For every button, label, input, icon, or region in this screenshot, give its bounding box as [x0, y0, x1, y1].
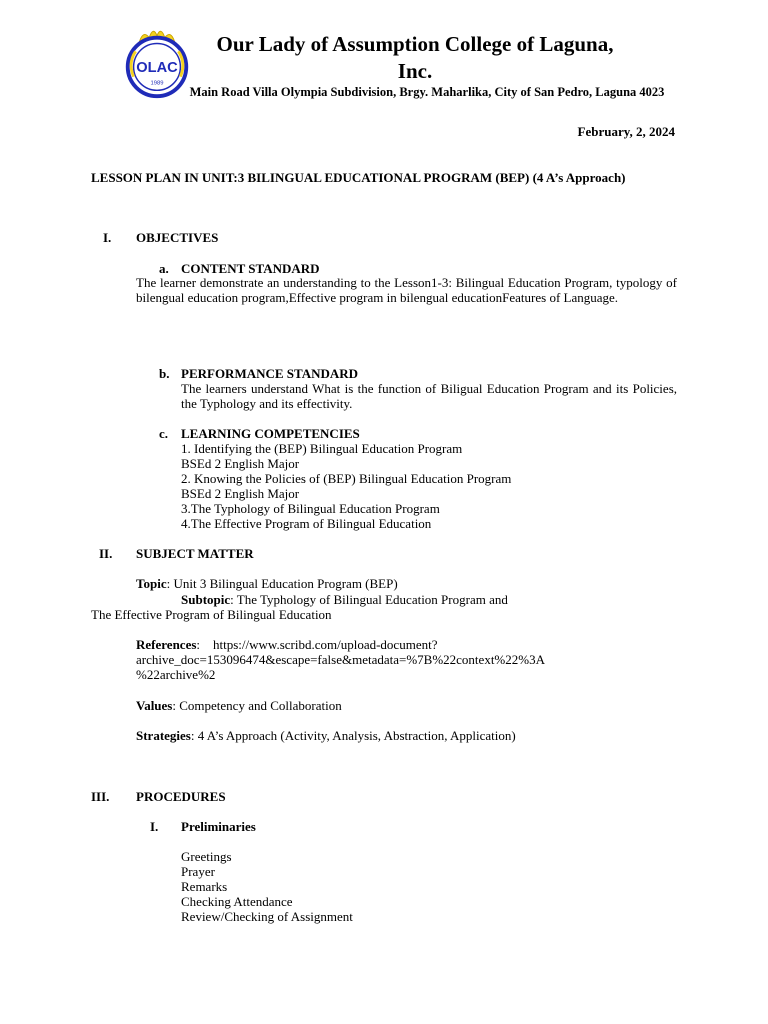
competency-item: 3.The Typhology of Bilingual Education Program	[181, 501, 440, 516]
subsection-letter: c.	[159, 426, 169, 441]
subtopic-continuation: The Effective Program of Bilingual Education	[91, 607, 332, 622]
competency-item: 4.The Effective Program of Bilingual Education	[181, 516, 432, 531]
values-label: Values	[136, 698, 173, 713]
subtopic-value: : The Typhology of Bilingual Education Program and	[230, 592, 508, 607]
subtopic-line	[181, 592, 508, 607]
section-number: I.	[103, 230, 112, 245]
competency-item: BSEd 2 English Major	[181, 486, 300, 501]
content-standard-text: The learner demonstrate an understanding to the Lesson1-3: Bilingual Education Program, typology of bilengual education program,Effective program in bilengual educationFeatures of Language.	[136, 275, 677, 305]
logo-monogram: OLAC	[136, 59, 178, 76]
section-number: III.	[91, 789, 110, 804]
values-line	[136, 698, 342, 713]
procedures-heading: PROCEDURES	[136, 789, 226, 804]
values-value: : Competency and Collaboration	[172, 698, 342, 713]
strategies-line	[136, 728, 516, 743]
subsection-number: I.	[150, 819, 159, 834]
objectives-heading: OBJECTIVES	[136, 230, 219, 245]
performance-standard-text: The learners understand What is the function of Biligual Education Program and its Policies, the Typhology and its effectivity.	[181, 381, 677, 411]
strategies-value: : 4 A’s Approach (Activity, Analysis, Abstraction, Application)	[190, 728, 516, 743]
references-line	[136, 637, 437, 652]
competency-item: BSEd 2 English Major	[181, 456, 300, 471]
preliminary-item: Remarks	[181, 879, 228, 894]
references-url: archive_doc=153096474&escape=false&metadata=%7B%22context%22%3A	[136, 652, 545, 667]
preliminary-item: Greetings	[181, 849, 232, 864]
section-number: II.	[99, 546, 113, 561]
topic-value: : Unit 3 Bilingual Education Program (BEP)	[166, 576, 398, 591]
competency-item: 2. Knowing the Policies of (BEP) Bilingual Education Program	[181, 471, 512, 486]
college-address: Main Road Villa Olympia Subdivision, Brgy. Maharlika, City of San Pedro, Laguna 4023	[189, 85, 665, 99]
topic-line	[136, 576, 398, 591]
references-url: %22archive%2	[136, 667, 216, 682]
references-url: : https://www.scribd.com/upload-document?	[196, 637, 438, 652]
subsection-letter: a.	[159, 261, 169, 276]
competency-item: 1. Identifying the (BEP) Bilingual Education Program	[181, 441, 463, 456]
strategies-label: Strategies	[136, 728, 191, 743]
content-standard-heading: CONTENT STANDARD	[181, 261, 320, 276]
subsection-letter: b.	[159, 366, 170, 381]
document-date: February, 2, 2024	[577, 124, 675, 139]
performance-standard-heading: PERFORMANCE STANDARD	[181, 366, 359, 381]
preliminary-item: Prayer	[181, 864, 215, 879]
lesson-title: LESSON PLAN IN UNIT:3 BILINGUAL EDUCATIONAL PROGRAM (BEP) (4 A’s Approach)	[91, 170, 626, 185]
preliminary-item: Checking Attendance	[181, 894, 293, 909]
subtopic-label: Subtopic	[181, 592, 231, 607]
topic-label: Topic	[136, 576, 167, 591]
preliminaries-heading: Preliminaries	[181, 819, 256, 834]
college-seal-icon	[118, 24, 196, 102]
logo-year: 1989	[150, 80, 164, 87]
references-label: References	[136, 637, 197, 652]
subject-matter-heading: SUBJECT MATTER	[136, 546, 254, 561]
college-name: Our Lady of Assumption College of Laguna, Inc.	[216, 32, 614, 83]
learning-competencies-heading: LEARNING COMPETENCIES	[181, 426, 360, 441]
preliminary-item: Review/Checking of Assignment	[181, 909, 353, 924]
